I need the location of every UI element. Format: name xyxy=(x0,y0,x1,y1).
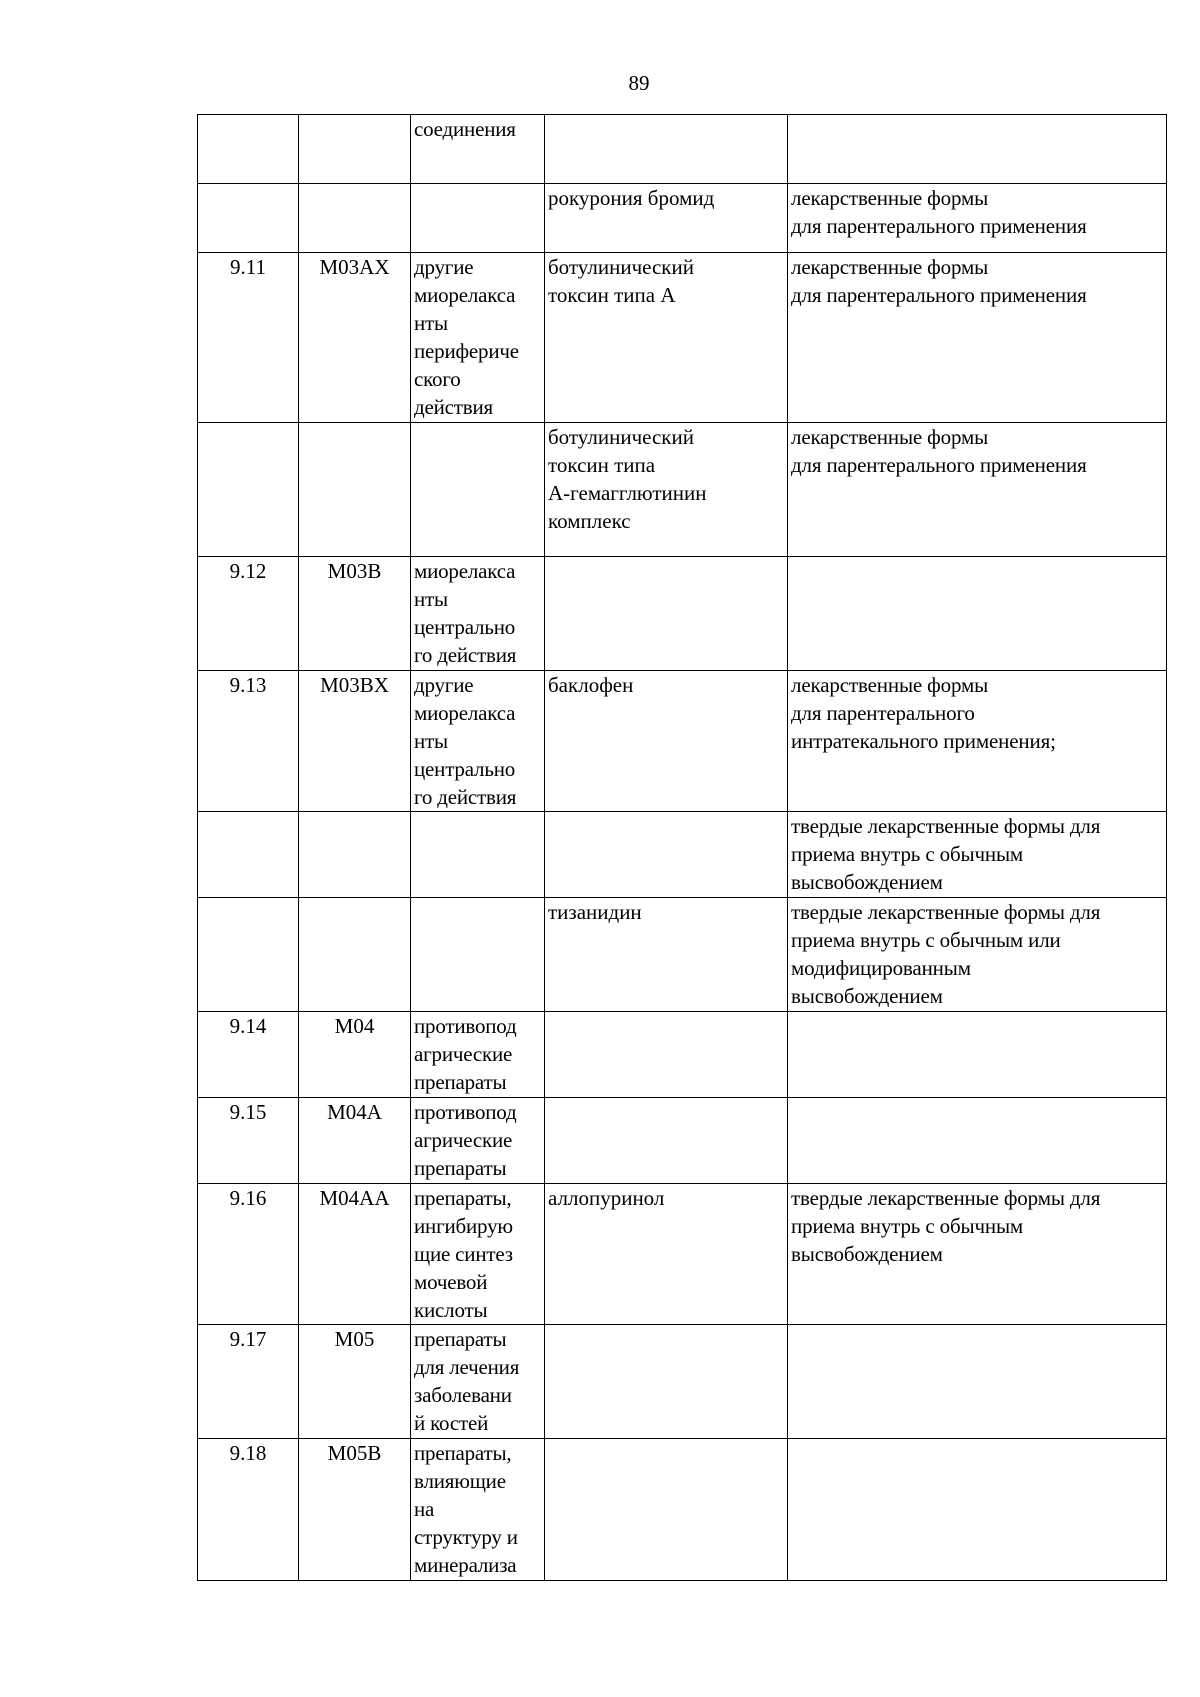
cell-text-line: заболевани xyxy=(414,1383,512,1407)
atc-code-cell xyxy=(299,423,411,557)
drug-name-cell xyxy=(545,812,788,898)
row-number-cell: 9.16 xyxy=(198,1184,299,1325)
table-row xyxy=(198,423,1167,557)
cell-text-line: другие xyxy=(414,673,474,697)
cell-text-line: твердые лекарственные формы для xyxy=(791,900,1101,924)
cell-text-line: приема внутрь с обычным xyxy=(791,1214,1024,1238)
atc-code-cell xyxy=(299,115,411,184)
cell-text-line: периферичe xyxy=(414,339,519,363)
dosage-form-cell xyxy=(788,423,1167,557)
atc-code-cell xyxy=(299,812,411,898)
cell-text-line: нты xyxy=(414,587,448,611)
drug-name-cell xyxy=(545,423,788,557)
cell-text-line: препараты xyxy=(414,1070,507,1094)
dosage-form-cell xyxy=(788,557,1167,671)
cell-text-line: препараты xyxy=(414,1327,507,1351)
table-row xyxy=(198,898,1167,1012)
cell-text-line: твердые лекарственные формы для xyxy=(791,814,1101,838)
row-number-cell xyxy=(198,812,299,898)
cell-text-line: высвобождением xyxy=(791,984,943,1008)
row-number-cell: 9.13 xyxy=(198,671,299,812)
cell-text-line: го действия xyxy=(414,785,517,809)
row-number-cell: 9.17 xyxy=(198,1325,299,1439)
cell-text-line: А-гемагглютинин xyxy=(548,481,707,505)
anatomical-group-cell xyxy=(411,1184,545,1325)
cell-text-line: центрально xyxy=(414,615,516,639)
drug-name-cell xyxy=(545,898,788,1012)
cell-text-line: лекарственные формы xyxy=(791,255,989,279)
atc-code-cell: M04 xyxy=(299,1012,411,1098)
dosage-form-cell xyxy=(788,1325,1167,1439)
row-number-cell xyxy=(198,115,299,184)
cell-text-line: для парентерального xyxy=(791,701,975,725)
row-number-cell: 9.11 xyxy=(198,253,299,423)
cell-text-line: высвобождением xyxy=(791,1242,943,1266)
anatomical-group-cell xyxy=(411,898,545,1012)
table-row xyxy=(198,1012,1167,1098)
cell-text-line: интратекального применения; xyxy=(791,729,1056,753)
drug-name-cell xyxy=(545,253,788,423)
cell-text-line: тизанидин xyxy=(548,900,642,924)
anatomical-group-cell xyxy=(411,671,545,812)
cell-text-line: го действия xyxy=(414,643,517,667)
cell-text-line: высвобождением xyxy=(791,870,943,894)
atc-code-cell: M05 xyxy=(299,1325,411,1439)
dosage-form-cell xyxy=(788,671,1167,812)
dosage-form-cell xyxy=(788,1439,1167,1581)
cell-text-line: щие синтез xyxy=(414,1242,513,1266)
table-row xyxy=(198,812,1167,898)
drug-name-cell xyxy=(545,671,788,812)
table-row xyxy=(198,1098,1167,1184)
cell-text-line: соединения xyxy=(414,117,516,141)
cell-text-line: препараты, xyxy=(414,1441,512,1465)
cell-text-line: ботулинический xyxy=(548,255,694,279)
cell-text-line: агрические xyxy=(414,1128,513,1152)
drug-name-cell xyxy=(545,115,788,184)
cell-text-line: для парентерального применения xyxy=(791,283,1087,307)
cell-text-line: миорелакса xyxy=(414,283,516,307)
row-number-cell: 9.12 xyxy=(198,557,299,671)
cell-text-line: структуру и xyxy=(414,1525,518,1549)
cell-text-line: приема внутрь с обычным xyxy=(791,842,1024,866)
dosage-form-cell xyxy=(788,898,1167,1012)
anatomical-group-cell xyxy=(411,1098,545,1184)
anatomical-group-cell xyxy=(411,1012,545,1098)
drug-name-cell xyxy=(545,1439,788,1581)
cell-text-line: другие xyxy=(414,255,474,279)
row-number-cell xyxy=(198,423,299,557)
cell-text-line: лекарственные формы xyxy=(791,186,989,210)
anatomical-group-cell xyxy=(411,1439,545,1581)
cell-text-line: ского xyxy=(414,367,461,391)
drug-classification-table xyxy=(197,114,1167,1581)
dosage-form-cell xyxy=(788,1184,1167,1325)
atc-code-cell xyxy=(299,898,411,1012)
drug-name-cell xyxy=(545,557,788,671)
dosage-form-cell xyxy=(788,184,1167,253)
cell-text-line: комплекс xyxy=(548,509,631,533)
row-number-cell xyxy=(198,898,299,1012)
cell-text-line: нты xyxy=(414,729,448,753)
table-row xyxy=(198,115,1167,184)
cell-text-line: твердые лекарственные формы для xyxy=(791,1186,1101,1210)
row-number-cell: 9.18 xyxy=(198,1439,299,1581)
drug-name-cell xyxy=(545,1325,788,1439)
cell-text-line: нты xyxy=(414,311,448,335)
cell-text-line: минерализа xyxy=(414,1553,517,1577)
table-row xyxy=(198,1184,1167,1325)
row-number-cell xyxy=(198,184,299,253)
cell-text-line: противопод xyxy=(414,1014,517,1038)
cell-text-line: противопод xyxy=(414,1100,517,1124)
cell-text-line: ботулинический xyxy=(548,425,694,449)
cell-text-line: токсин типа xyxy=(548,453,656,477)
dosage-form-cell xyxy=(788,1098,1167,1184)
table-body xyxy=(198,115,1167,1581)
cell-text-line: центрально xyxy=(414,757,516,781)
anatomical-group-cell xyxy=(411,1325,545,1439)
atc-code-cell: M04A xyxy=(299,1098,411,1184)
table-row xyxy=(198,1439,1167,1581)
drug-name-cell xyxy=(545,184,788,253)
cell-text-line: для парентерального применения xyxy=(791,453,1087,477)
cell-text-line: препараты, xyxy=(414,1186,512,1210)
table-row xyxy=(198,671,1167,812)
anatomical-group-cell xyxy=(411,253,545,423)
table-row xyxy=(198,253,1167,423)
cell-text-line: рокурония бромид xyxy=(548,186,715,210)
table-row xyxy=(198,557,1167,671)
dosage-form-cell xyxy=(788,812,1167,898)
atc-code-cell xyxy=(299,184,411,253)
page-number: 89 xyxy=(628,71,650,95)
anatomical-group-cell xyxy=(411,423,545,557)
cell-text-line: для парентерального применения xyxy=(791,214,1087,238)
cell-text-line: лекарственные формы xyxy=(791,673,989,697)
cell-text-line: й костей xyxy=(414,1411,489,1435)
drug-name-cell xyxy=(545,1012,788,1098)
cell-text-line: мочевой xyxy=(414,1270,488,1294)
anatomical-group-cell xyxy=(411,115,545,184)
cell-text-line: аллопуринол xyxy=(548,1186,665,1210)
drug-name-cell xyxy=(545,1184,788,1325)
cell-text-line: агрические xyxy=(414,1042,513,1066)
row-number-cell: 9.14 xyxy=(198,1012,299,1098)
cell-text-line: миорелакса xyxy=(414,701,516,725)
anatomical-group-cell xyxy=(411,812,545,898)
cell-text-line: влияющие xyxy=(414,1469,506,1493)
anatomical-group-cell xyxy=(411,557,545,671)
dosage-form-cell xyxy=(788,115,1167,184)
atc-code-cell: M03AX xyxy=(299,253,411,423)
dosage-form-cell xyxy=(788,1012,1167,1098)
cell-text-line: модифицированным xyxy=(791,956,971,980)
drug-name-cell xyxy=(545,1098,788,1184)
cell-text-line: токсин типа А xyxy=(548,283,676,307)
cell-text-line: баклофен xyxy=(548,673,634,697)
table-row xyxy=(198,184,1167,253)
cell-text-line: кислоты xyxy=(414,1298,488,1322)
dosage-form-cell xyxy=(788,253,1167,423)
anatomical-group-cell xyxy=(411,184,545,253)
cell-text-line: препараты xyxy=(414,1156,507,1180)
cell-text-line: ингибирую xyxy=(414,1214,513,1238)
cell-text-line: приема внутрь с обычным или xyxy=(791,928,1061,952)
cell-text-line: для лечения xyxy=(414,1355,520,1379)
cell-text-line: миорелакса xyxy=(414,559,516,583)
cell-text-line: действия xyxy=(414,395,493,419)
atc-code-cell: M03BX xyxy=(299,671,411,812)
atc-code-cell: M04AA xyxy=(299,1184,411,1325)
table-row xyxy=(198,1325,1167,1439)
atc-code-cell: M03B xyxy=(299,557,411,671)
cell-text-line: на xyxy=(414,1497,435,1521)
cell-text-line: лекарственные формы xyxy=(791,425,989,449)
row-number-cell: 9.15 xyxy=(198,1098,299,1184)
atc-code-cell: M05B xyxy=(299,1439,411,1581)
